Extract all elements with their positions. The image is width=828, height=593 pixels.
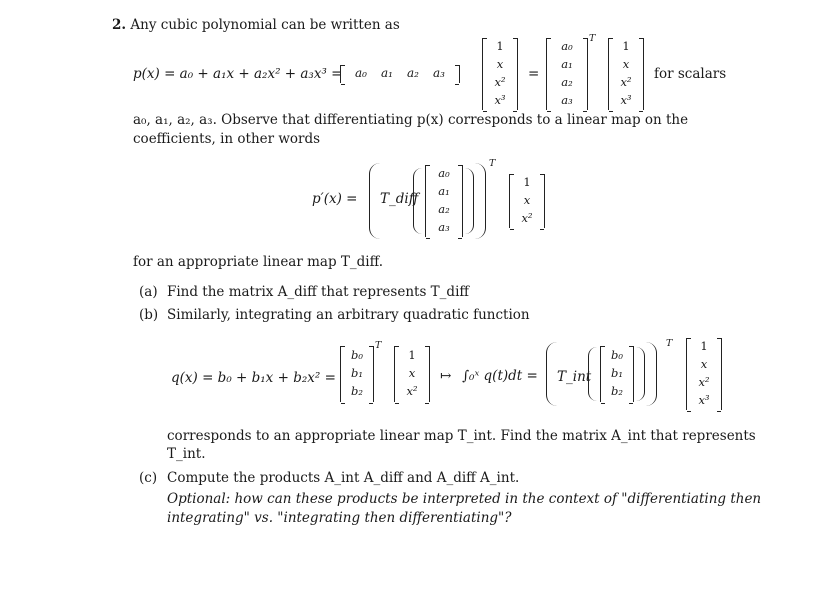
eq3-lhs: q(x) = b₀ + b₁x + b₂x² = bbox=[171, 370, 336, 386]
scalars-line: a₀, a₁, a₂, a₃. Observe that differentiating p(x) corresponds to a linear map on the bbox=[133, 112, 689, 128]
eq1-lhs: p(x) = a₀ + a₁x + a₂x² + a₃x³ = bbox=[133, 66, 343, 82]
optional-line-2: integrating" vs. "integrating then differentiating"? bbox=[167, 510, 512, 526]
xi-1: x bbox=[700, 357, 708, 371]
inner-left-paren-3 bbox=[588, 347, 597, 401]
optional-line-1: Optional: how can these products be interpreted in the context of "differentiating then bbox=[167, 491, 762, 507]
x2v-2: x² bbox=[521, 211, 533, 225]
col-vector-x-powers-2 bbox=[608, 38, 644, 110]
x-power-3: x³ bbox=[494, 93, 506, 107]
b1: b₁ bbox=[351, 366, 363, 380]
diff-a0: a₀ bbox=[438, 166, 450, 180]
x-power-2: x² bbox=[494, 75, 506, 89]
xb-1: x bbox=[408, 366, 416, 380]
col-a3: a₃ bbox=[561, 93, 573, 107]
inner-right-paren-3 bbox=[636, 347, 645, 401]
x2-power-3: x³ bbox=[620, 93, 632, 107]
diff-a1: a₁ bbox=[438, 184, 450, 198]
col-vector-b bbox=[340, 346, 374, 402]
row-a0: a₀ bbox=[355, 66, 367, 80]
inner-left-paren bbox=[413, 168, 422, 234]
part-b-text2: corresponds to an appropriate linear map T_int. Find the matrix A_int that represents bbox=[167, 428, 756, 444]
col-vector-a bbox=[546, 38, 588, 110]
part-a-text: Find the matrix A_diff that represents T_diff bbox=[167, 284, 469, 300]
t-int-operator: T_int bbox=[557, 369, 592, 385]
eq2-lhs: p′(x) = bbox=[312, 191, 358, 207]
x2v-1: x bbox=[523, 193, 531, 207]
for-scalars-text: for scalars bbox=[654, 66, 727, 82]
appropriate-map-line: for an appropriate linear map T_diff. bbox=[133, 254, 383, 270]
col-a1: a₁ bbox=[561, 57, 573, 71]
col-vector-x-powers bbox=[482, 38, 518, 110]
transpose-mark-3: T bbox=[375, 340, 382, 351]
part-b-text3: T_int. bbox=[167, 446, 206, 462]
col-a2: a₂ bbox=[561, 75, 573, 89]
col-vector-b-int bbox=[600, 346, 634, 402]
x2-power-0: 1 bbox=[622, 39, 630, 53]
b2: b₂ bbox=[351, 384, 363, 398]
int-b2: b₂ bbox=[611, 384, 623, 398]
xi-0: 1 bbox=[700, 339, 708, 353]
t-diff-operator: T_diff bbox=[380, 191, 419, 207]
intro-text: Any cubic polynomial can be written as bbox=[130, 17, 400, 33]
xb-2: x² bbox=[406, 384, 418, 398]
inner-right-paren bbox=[465, 168, 474, 234]
part-a-label: (a) bbox=[139, 284, 158, 300]
col-vector-x-b bbox=[394, 346, 430, 402]
row-a2: a₂ bbox=[407, 66, 419, 80]
xi-2: x² bbox=[698, 375, 710, 389]
transpose-mark-4: T bbox=[666, 338, 673, 349]
x2-power-1: x bbox=[622, 57, 630, 71]
integral-expression: ∫₀ˣ q(t)dt = bbox=[462, 368, 538, 384]
row-a1: a₁ bbox=[381, 66, 393, 80]
x-power-1: x bbox=[496, 57, 504, 71]
col-vector-a-diff bbox=[425, 165, 463, 237]
x2-power-2: x² bbox=[620, 75, 632, 89]
coefficients-line: coefficients, in other words bbox=[133, 131, 321, 147]
outer-right-paren-3 bbox=[646, 342, 657, 406]
mapsto-arrow: ↦ bbox=[440, 368, 452, 384]
transpose-mark: T bbox=[589, 33, 596, 44]
problem-statement bbox=[112, 17, 400, 33]
diff-a3: a₃ bbox=[438, 220, 450, 234]
part-b-label: (b) bbox=[139, 307, 159, 323]
row-a3: a₃ bbox=[433, 66, 445, 80]
transpose-mark-2: T bbox=[489, 158, 496, 169]
b0: b₀ bbox=[351, 348, 363, 362]
part-c-label: (c) bbox=[139, 470, 158, 486]
x2v-0: 1 bbox=[523, 175, 531, 189]
xi-3: x³ bbox=[698, 393, 710, 407]
diff-a2: a₂ bbox=[438, 202, 450, 216]
outer-left-paren bbox=[369, 163, 380, 239]
part-c-text: Compute the products A_int A_diff and A_diff A_int. bbox=[167, 470, 520, 486]
col-vector-x2-powers bbox=[509, 174, 545, 228]
int-b1: b₁ bbox=[611, 366, 623, 380]
int-b0: b₀ bbox=[611, 348, 623, 362]
col-vector-x3-int bbox=[686, 338, 722, 410]
col-a0: a₀ bbox=[561, 39, 573, 53]
outer-left-paren-3 bbox=[546, 342, 557, 406]
row-vector-a bbox=[340, 65, 460, 83]
xb-0: 1 bbox=[408, 348, 416, 362]
equals-sign: = bbox=[528, 66, 540, 82]
problem-number: 2. bbox=[112, 17, 127, 33]
outer-right-paren bbox=[475, 163, 486, 239]
x-power-0: 1 bbox=[496, 39, 504, 53]
part-b-text: Similarly, integrating an arbitrary quadratic function bbox=[167, 307, 530, 323]
